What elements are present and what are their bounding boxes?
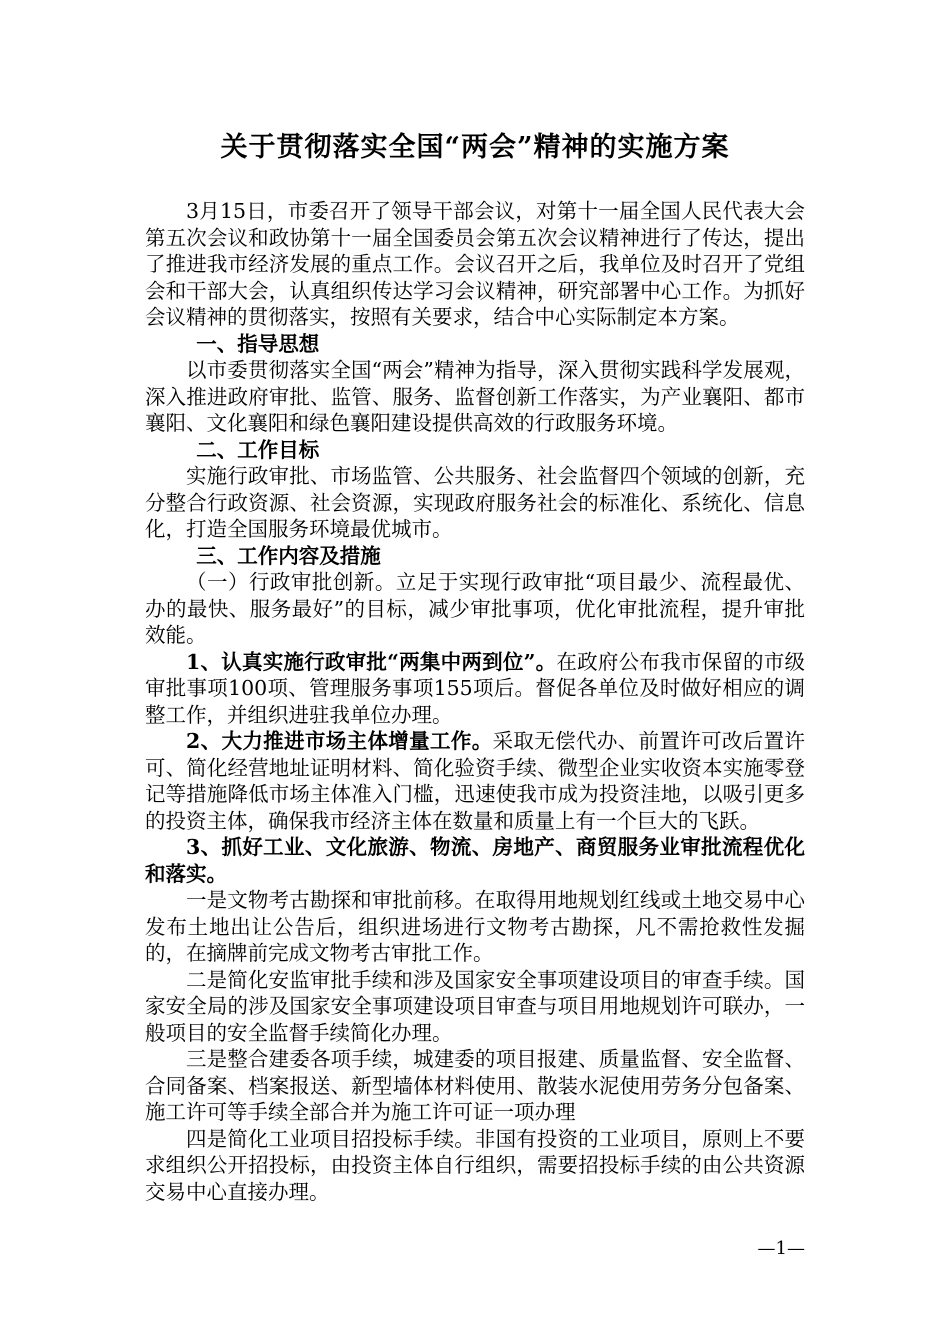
section-1-text: 以市委贯彻落实全国“两会”精神为指导，深入贯彻实践科学发展观，深入推进政府审批、监管、服务、监督创新工作落实，为产业襄阳、都市襄阳、文化襄阳和绿色襄阳建设提供高效的行政服务环境。 <box>145 358 805 435</box>
measure-four: 四是简化工业项目招投标手续。非国有投资的工业项目，原则上不要求组织公开招投标，由投资主体自行组织，需要招投标手续的由公共资源交易中心直接办理。 <box>145 1126 805 1204</box>
measure-three: 三是整合建委各项手续，城建委的项目报建、质量监督、安全监督、合同备案、档案报送、新型墙体材料使用、散装水泥使用劳务分包备案、施工许可等手续全部合并为施工许可证一项办理 <box>145 1047 805 1124</box>
section-2-heading: 二、工作目标 <box>196 437 320 462</box>
section-3-heading: 三、工作内容及措施 <box>196 543 381 568</box>
item-1-text: 在政府公布我市保留的市级审批事项100项、管理服务事项155项后。督促各单位及时做好相应的调整工作，并组织进驻我单位办理。 <box>145 649 805 727</box>
measure-two: 二是简化安监审批手续和涉及国家安全事项建设项目的审查手续。国家安全局的涉及国家安全事项建设项目审查与项目用地规划许可联办，一般项目的安全监督手续简化办理。 <box>145 967 805 1045</box>
measure-one: 一是文物考古勘探和审批前移。在取得用地规划红线或土地交易中心发布土地出让公告后，组织进场进行文物考古勘探，凡不需抢救性发掘的，在摘牌前完成文物考古审批工作。 <box>145 888 805 965</box>
item-2-heading: 2、大力推进市场主体增量工作。 <box>186 729 493 753</box>
item-1-paragraph <box>145 649 805 729</box>
item-1-heading: 1、认真实施行政审批“两集中两到位”。 <box>186 649 557 674</box>
item-2-paragraph <box>145 728 805 834</box>
item-3-paragraph <box>145 834 805 887</box>
page-number: —1— <box>757 1238 805 1259</box>
section-1-heading: 一、指导思想 <box>196 331 320 356</box>
intro-paragraph: 3月15日，市委召开了领导干部会议，对第十一届全国人民代表大会第五次会议和政协第十一届全国委员会第五次会议精神进行了传达，提出了推进我市经济发展的重点工作。会议召开之后，我单位及时召开了党组会和干部大会，认真组织传达学习会议精神，研究部署中心工作。为抓好会议精神的贯彻落实，按照有关要求，结合中心实际制定本方案。 <box>145 199 805 329</box>
item-2-text: 采取无偿代办、前置许可改后置许可、简化经营地址证明材料、简化验资手续、微型企业实收资本实施零登记等措施降低市场主体准入门槛，迅速使我市成为投资洼地，以吸引更多的投资主体，确保我市经济主体在数量和质量上有一个巨大的飞跃。 <box>145 729 806 833</box>
item-3-heading: 3、抓好工业、文化旅游、物流、房地产、商贸服务业审批流程优化和落实。 <box>145 835 805 886</box>
document-title: 关于贯彻落实全国“两会”精神的实施方案 <box>220 132 730 163</box>
section-3-sub1: （一）行政审批创新。立足于实现行政审批“项目最少、流程最优、办的最快、服务最好”的目标，减少审批事项，优化审批流程，提升审批效能。 <box>145 570 805 647</box>
section-2-text: 实施行政审批、市场监管、公共服务、社会监督四个领域的创新，充分整合行政资源、社会资源，实现政府服务社会的标准化、系统化、信息化，打造全国服务环境最优城市。 <box>145 464 805 541</box>
document-body <box>145 198 805 1205</box>
